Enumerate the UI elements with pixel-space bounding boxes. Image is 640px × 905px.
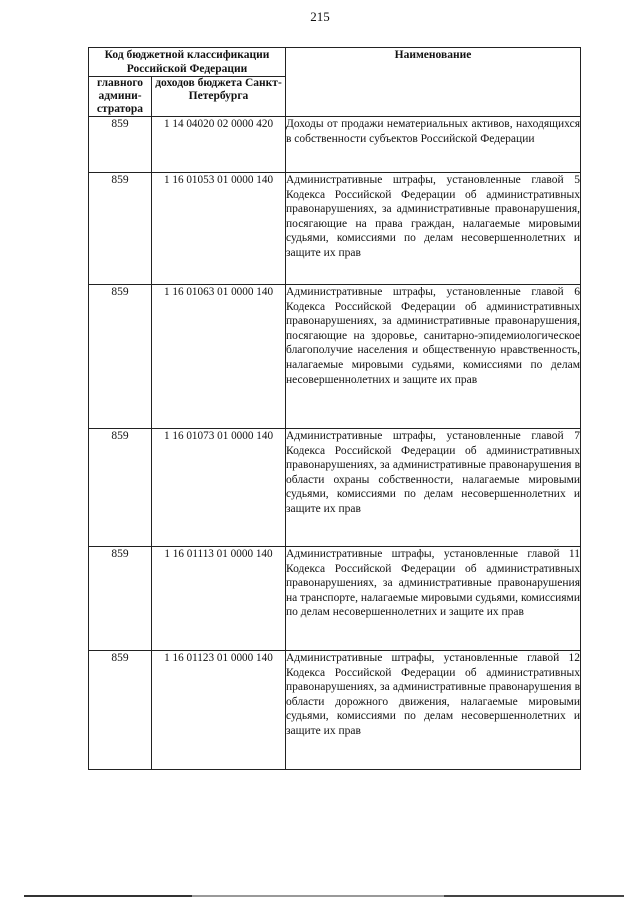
- header-classification-code: Код бюджетной классификации Российской Федерации: [89, 48, 286, 77]
- income-code-cell: 1 16 01073 01 0000 140: [152, 429, 286, 547]
- page-number: 215: [310, 9, 330, 24]
- income-code-cell: 1 16 01123 01 0000 140: [152, 651, 286, 770]
- table-row: [89, 651, 581, 770]
- admin-code-cell: 859: [89, 651, 152, 770]
- name-cell: Административные штрафы, установленные главой 11 Кодекса Российской Федерации об административных правонарушениях, за административные правонарушения на транспорте, налагаемые мировыми судьями, комиссиями по делам несовершеннолетних и защите их прав: [286, 547, 581, 651]
- income-code-cell: 1 16 01113 01 0000 140: [152, 547, 286, 651]
- name-cell: Административные штрафы, установленные главой 12 Кодекса Российской Федерации об административных правонарушениях, за административные правонарушения в области дорожного движения, налагаемые мировыми судьями, комиссиями по делам несовершеннолетних и защите их прав: [286, 651, 581, 770]
- scan-edge-line: [24, 895, 624, 897]
- name-cell: Административные штрафы, установленные главой 7 Кодекса Российской Федерации об административных правонарушениях, за административные правонарушения в области охраны собственности, налагаемые мировыми судьями, комиссиями по делам несовершеннолетних и защите их прав: [286, 429, 581, 547]
- table-row: [89, 117, 581, 173]
- header-main-administrator: главного админи-стратора: [89, 77, 152, 117]
- table-row: [89, 547, 581, 651]
- name-cell: Доходы от продажи нематериальных активов, находящихся в собственности субъектов Российской Федерации: [286, 117, 581, 173]
- table-row: [89, 173, 581, 285]
- header-name: Наименование: [286, 48, 581, 117]
- name-cell: Административные штрафы, установленные главой 5 Кодекса Российской Федерации об административных правонарушениях, за административные правонарушения, посягающие на права граждан, налагаемые мировыми судьями, комиссиями по делам несовершеннолетних и защите их прав: [286, 173, 581, 285]
- name-cell: Административные штрафы, установленные главой 6 Кодекса Российской Федерации об административных правонарушениях, за административные правонарушения, посягающие на здоровье, санитарно-эпидемиологическое благополучие населения и общественную нравственность, налагаемые мировыми судьями, комиссиями по делам несовершеннолетних и защите их прав: [286, 285, 581, 429]
- admin-code-cell: 859: [89, 117, 152, 173]
- income-code-cell: 1 16 01053 01 0000 140: [152, 173, 286, 285]
- income-code-cell: 1 14 04020 02 0000 420: [152, 117, 286, 173]
- table-row: [89, 429, 581, 547]
- income-code-cell: 1 16 01063 01 0000 140: [152, 285, 286, 429]
- admin-code-cell: 859: [89, 547, 152, 651]
- table-row: [89, 285, 581, 429]
- budget-classification-table: [88, 47, 581, 770]
- header-row-top: [89, 48, 581, 77]
- header-budget-income: доходов бюджета Санкт-Петербурга: [152, 77, 286, 117]
- admin-code-cell: 859: [89, 173, 152, 285]
- admin-code-cell: 859: [89, 429, 152, 547]
- admin-code-cell: 859: [89, 285, 152, 429]
